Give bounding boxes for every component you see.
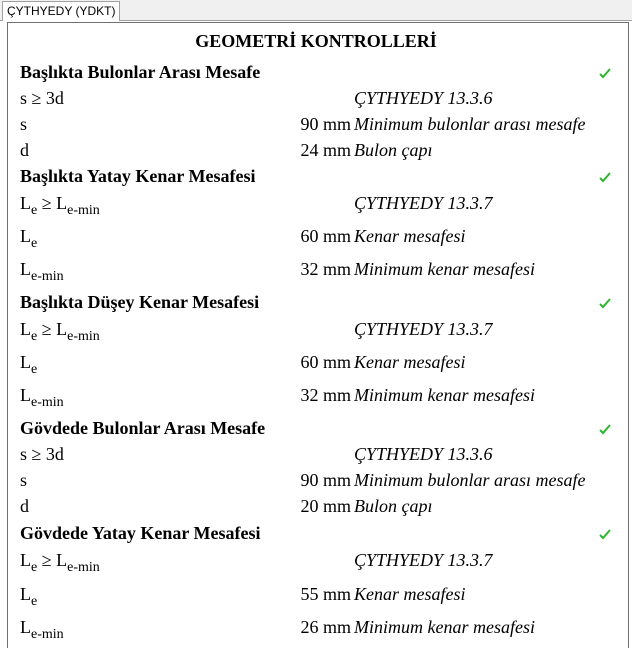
value: 32 mm <box>300 259 351 279</box>
symbol: $L_{e-min}$ <box>20 617 64 642</box>
rule-reference: ÇYTHYEDY 13.3.7 <box>354 550 493 570</box>
description: Bulon çapı <box>354 140 433 160</box>
description: Kenar mesafesi <box>354 226 466 246</box>
check-icon <box>598 170 612 184</box>
value: 60 mm <box>300 226 351 246</box>
value: 26 mm <box>300 617 351 637</box>
rule-reference: ÇYTHYEDY 13.3.7 <box>354 193 493 213</box>
description: Minimum bulonlar arası mesafe <box>354 470 586 490</box>
section-heading: Gövdede Yatay Kenar Mesafesi <box>20 523 261 543</box>
symbol: $L_e$ <box>20 352 38 377</box>
rule-formula: $L_e \ge L_{e-min}$ <box>20 193 100 218</box>
check-icon <box>598 527 612 541</box>
rule-reference: ÇYTHYEDY 13.3.6 <box>354 444 493 464</box>
description: Minimum bulonlar arası mesafe <box>354 114 586 134</box>
value: 24 mm <box>300 140 351 160</box>
description: Bulon çapı <box>354 496 433 516</box>
description: Minimum kenar mesafesi <box>354 385 535 405</box>
symbol: d <box>20 496 29 516</box>
rule-formula: $L_e \ge L_{e-min}$ <box>20 319 100 344</box>
symbol: s <box>20 114 28 134</box>
check-icon <box>598 296 612 310</box>
symbol: d <box>20 140 29 160</box>
section-heading: Gövdede Bulonlar Arası Mesafe <box>20 418 266 438</box>
symbol: $L_{e-min}$ <box>20 385 64 410</box>
description: Minimum kenar mesafesi <box>354 617 535 637</box>
description: Kenar mesafesi <box>354 584 466 604</box>
rule-formula: s ≥ 3d <box>20 88 64 108</box>
value: 90 mm <box>300 114 351 134</box>
value: 90 mm <box>300 470 351 490</box>
value: 55 mm <box>300 584 351 604</box>
section-heading: Başlıkta Düşey Kenar Mesafesi <box>20 292 260 312</box>
value: 32 mm <box>300 385 351 405</box>
section-heading: Başlıkta Yatay Kenar Mesafesi <box>20 166 256 186</box>
symbol: $L_e$ <box>20 584 38 609</box>
description: Kenar mesafesi <box>354 352 466 372</box>
value: 20 mm <box>300 496 351 516</box>
tab-bar <box>0 0 632 21</box>
page-title: GEOMETRİ KONTROLLERİ <box>195 31 437 51</box>
check-icon <box>598 422 612 436</box>
rule-reference: ÇYTHYEDY 13.3.6 <box>354 88 493 108</box>
rule-reference: ÇYTHYEDY 13.3.7 <box>354 319 493 339</box>
description: Minimum kenar mesafesi <box>354 259 535 279</box>
symbol: $L_e$ <box>20 226 38 251</box>
check-icon <box>598 66 612 80</box>
rule-formula: $L_e \ge L_{e-min}$ <box>20 550 100 575</box>
tab-cythyedy[interactable]: ÇYTHYEDY (YDKT) <box>2 1 120 21</box>
section-heading: Başlıkta Bulonlar Arası Mesafe <box>20 62 261 82</box>
symbol: s <box>20 470 28 490</box>
rule-formula: s ≥ 3d <box>20 444 64 464</box>
value: 60 mm <box>300 352 351 372</box>
symbol: $L_{e-min}$ <box>20 259 64 284</box>
